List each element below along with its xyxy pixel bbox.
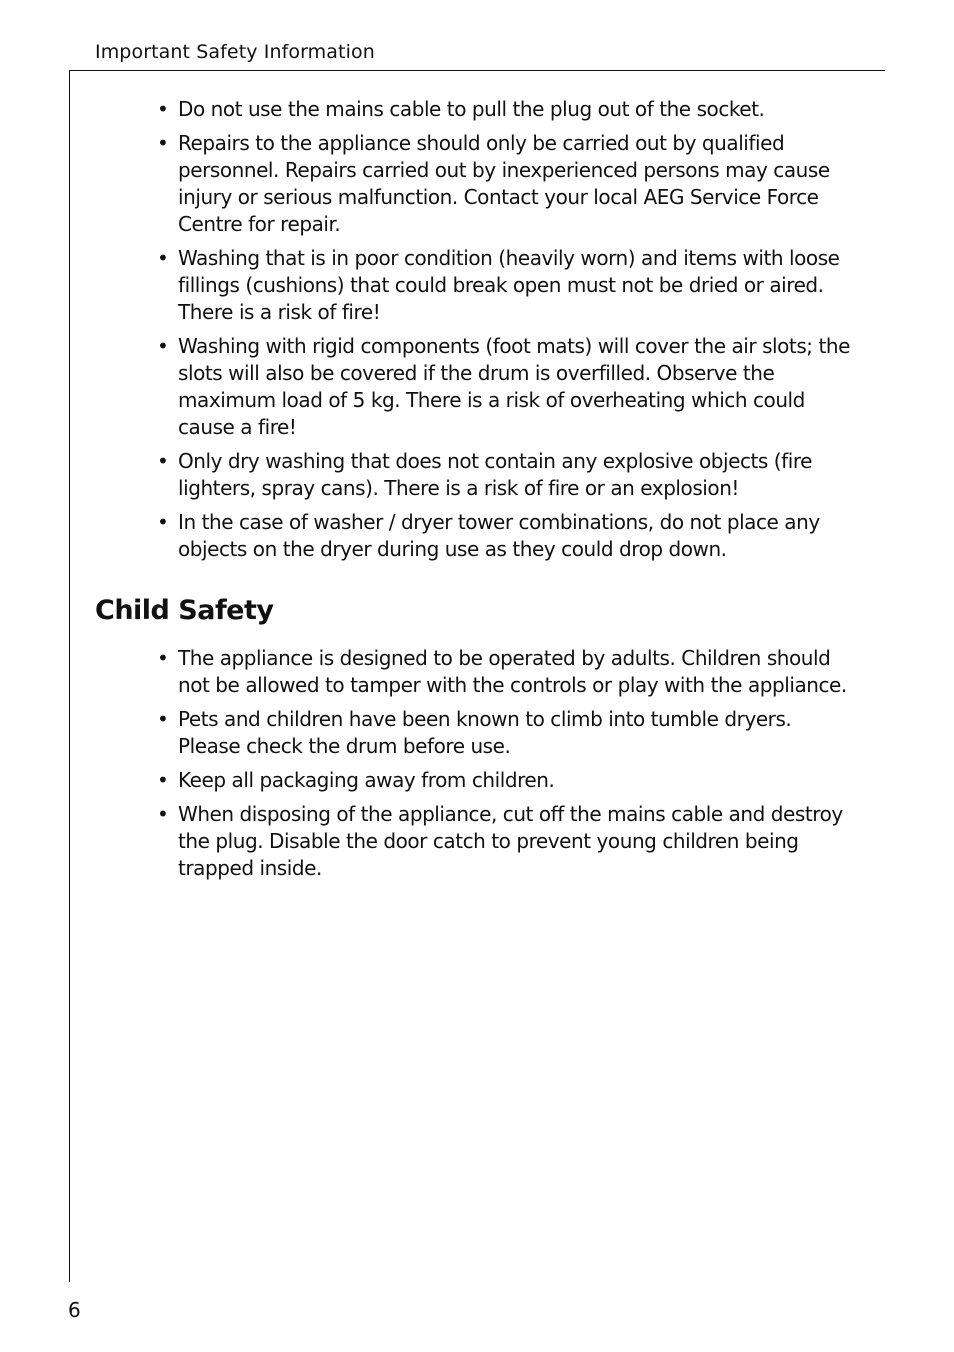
child-safety-list [157,645,857,889]
list-item [157,706,857,760]
list-item-text: The appliance is designed to be operated by adults. Children should not be allowed to tamper with the controls or play with the appliance. [178,646,847,697]
page-number: 6 [68,1298,81,1322]
list-item-text: Pets and children have been known to climb into tumble dryers. Please check the drum before use. [178,707,792,758]
bullet-icon: • [157,246,169,270]
bullet-icon: • [157,510,169,534]
list-item [157,509,857,563]
child-safety-heading: Child Safety [95,595,274,626]
list-item [157,767,857,794]
list-item-text: When disposing of the appliance, cut off the mains cable and destroy the plug. Disable the door catch to prevent young children being trapped inside. [178,802,843,880]
list-item [157,448,857,502]
list-item [157,801,857,882]
bullet-icon: • [157,131,169,155]
bullet-icon: • [157,334,169,358]
running-header: Important Safety Information [95,41,375,63]
margin-rule [69,70,70,1282]
list-item-text: Keep all packaging away from children. [178,768,555,792]
bullet-icon: • [157,97,169,121]
list-item-text: Washing with rigid components (foot mats) will cover the air slots; the slots will also be covered if the drum is overfilled. Observe the maximum load of 5 kg. There is a risk of overheating which could cause a fire! [178,334,850,439]
list-item-text: Only dry washing that does not contain any explosive objects (fire lighters, spray cans). There is a risk of fire or an explosion! [178,449,813,500]
list-item [157,96,857,123]
bullet-icon: • [157,707,169,731]
list-item [157,245,857,326]
bullet-icon: • [157,449,169,473]
bullet-icon: • [157,802,169,826]
list-item [157,645,857,699]
safety-list [157,96,857,570]
list-item-text: Do not use the mains cable to pull the plug out of the socket. [178,97,765,121]
list-item-text: In the case of washer / dryer tower combinations, do not place any objects on the dryer during use as they could drop down. [178,510,820,561]
list-item-text: Repairs to the appliance should only be carried out by qualified personnel. Repairs carried out by inexperienced persons may cause injury or serious malfunction. Contact your local AEG Service Force Centre for repair. [178,131,830,236]
bullet-icon: • [157,768,169,792]
bullet-icon: • [157,646,169,670]
list-item-text: Washing that is in poor condition (heavily worn) and items with loose fillings (cushions) that could break open must not be dried or aired. There is a risk of fire! [178,246,840,324]
list-item [157,130,857,238]
header-rule [69,70,885,71]
list-item [157,333,857,441]
